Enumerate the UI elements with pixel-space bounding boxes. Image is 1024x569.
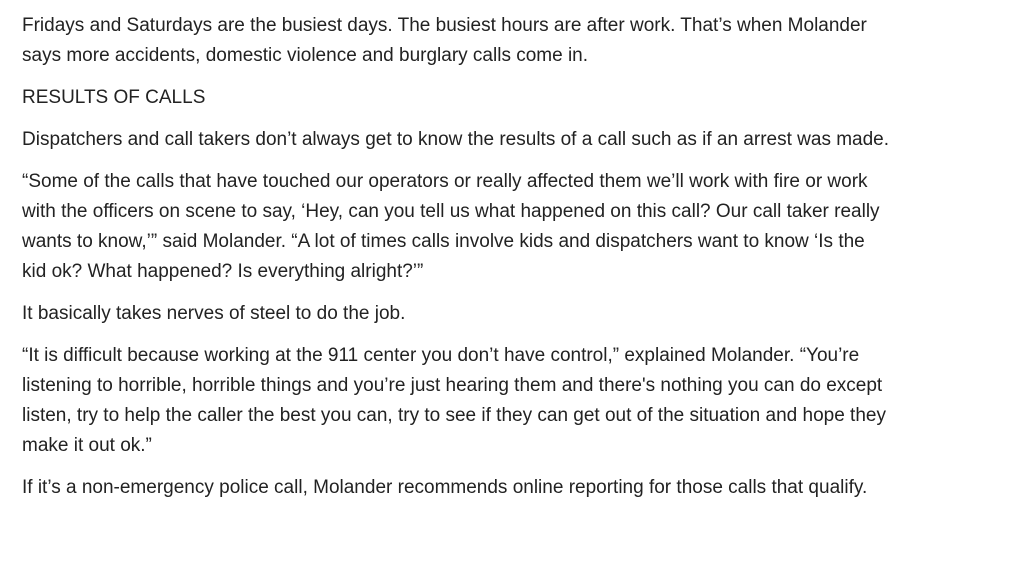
paragraph-non-emergency: If it’s a non-emergency police call, Molander recommends online reporting for those calls that qualify. bbox=[22, 477, 868, 498]
paragraph-results-of-calls: Dispatchers and call takers don’t always get to know the results of a call such as if an arrest was made. bbox=[22, 129, 890, 150]
paragraph-nerves-of-steel: It basically takes nerves of steel to do the job. bbox=[22, 303, 406, 324]
section-heading: RESULTS OF CALLS bbox=[22, 87, 206, 108]
article-body bbox=[22, 11, 1012, 503]
paragraph-molander-quote: “Some of the calls that have touched our operators or really affected them we’ll work with fire or work with the officers on scene to say, ‘Hey, can you tell us what happened on this call? Our call taker really wants to know,’” said Molander. “A lot of times calls involve kids and dispatchers want to know ‘Is the kid ok? What happened? Is everything alright?’” bbox=[22, 171, 880, 282]
paragraph-difficult-quote: “It is difficult because working at the 911 center you don’t have control,” explained Molander. “You’re listening to horrible, horrible things and you’re just hearing them and there's nothing you can do except listen, try to help the caller the best you can, try to see if they can get out of the situation and hope they make it out ok.” bbox=[22, 345, 886, 456]
paragraph-busiest-days: Fridays and Saturdays are the busiest days. The busiest hours are after work. That’s when Molander says more accidents, domestic violence and burglary calls come in. bbox=[22, 15, 867, 66]
